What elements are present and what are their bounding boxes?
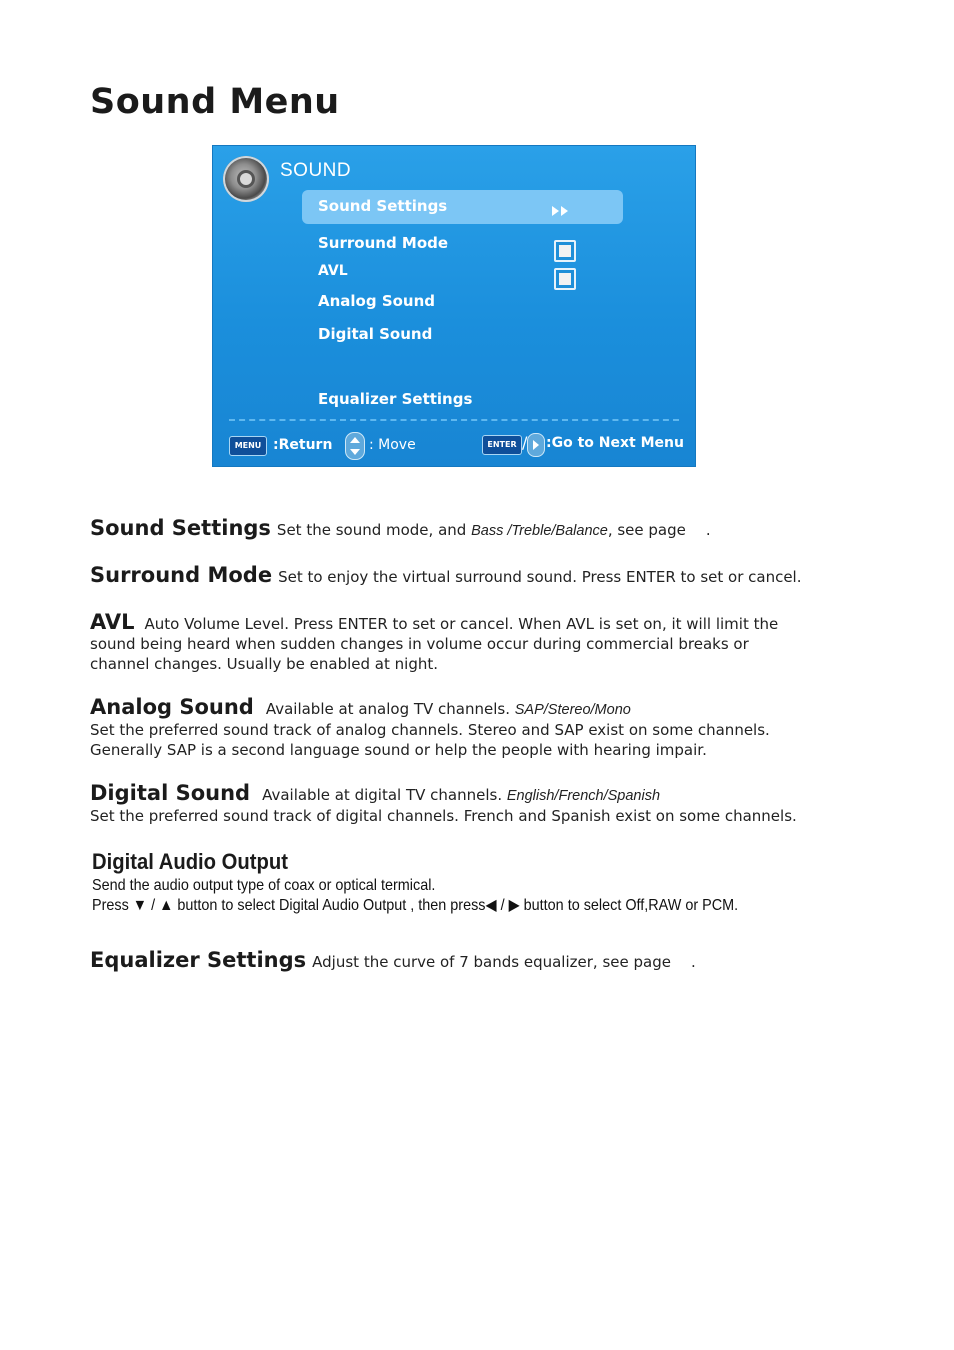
section-analog-sound: [90, 697, 790, 760]
page-title: Sound Menu: [90, 82, 340, 122]
speaker-icon: [223, 156, 269, 202]
section-line1: Send the audio output type of coax or optical termical.: [92, 877, 436, 894]
section-heading: Equalizer Settings: [90, 948, 307, 972]
section-digital-audio-output: [92, 849, 852, 916]
section-equalizer-settings: [90, 950, 850, 972]
section-avl: [90, 612, 790, 674]
section-text: Available at digital TV channels.: [262, 786, 507, 804]
menu-item-avl[interactable]: AVL: [318, 263, 348, 279]
section-end: .: [690, 953, 696, 971]
section-line2: Press ▼ / ▲ button to select Digital Audio Output , then press◀ / ▶ button to select Off,RAW or PCM.: [92, 897, 739, 914]
up-down-icon: [345, 432, 365, 460]
section-italic: English/French/Spanish: [506, 788, 661, 804]
menu-item-sound-settings[interactable]: [302, 190, 623, 224]
section-heading: AVL: [90, 610, 135, 634]
section-sound-settings: [90, 518, 850, 541]
menu-item-equalizer-settings[interactable]: Equalizer Settings: [318, 390, 473, 408]
return-label: :Return: [273, 437, 333, 453]
next-menu-label: :Go to Next Menu: [546, 435, 684, 451]
section-end: .: [705, 521, 711, 539]
section-text: Set to enjoy the virtual surround sound. Press ENTER to set or cancel.: [278, 568, 802, 586]
section-italic: Bass /Treble/Balance: [471, 523, 608, 539]
menu-item-label: Sound Settings: [318, 197, 448, 215]
tv-sound-menu: [212, 145, 696, 467]
section-text: Available at analog TV channels.: [265, 700, 515, 718]
section-text: Set the sound mode, and: [276, 521, 472, 539]
menu-button[interactable]: MENU: [229, 436, 267, 456]
section-text2: Set the preferred sound track of digital channels. French and Spanish exist on some channels.: [90, 807, 797, 825]
section-text: Auto Volume Level. Press ENTER to set or cancel. When AVL is set on, it will limit the sound being heard when sudden changes in volume occur during commercial breaks or channel changes. Usually be enabled at night.: [90, 615, 779, 673]
divider: [229, 419, 679, 421]
move-label: : Move: [369, 437, 416, 453]
section-heading: Analog Sound: [90, 695, 254, 719]
right-arrow-icon: [527, 433, 545, 457]
section-heading: Digital Audio Output: [92, 849, 288, 874]
section-surround-mode: [90, 565, 850, 587]
section-digital-sound: [90, 783, 830, 826]
double-arrow-right-icon: [552, 201, 570, 220]
section-heading: Digital Sound: [90, 781, 251, 805]
menu-item-surround-mode[interactable]: Surround Mode: [318, 234, 449, 252]
section-text: Adjust the curve of 7 bands equalizer, see page: [312, 953, 671, 971]
tv-menu-title: SOUND: [280, 160, 352, 181]
section-text-after: , see page: [607, 521, 686, 539]
section-heading: Sound Settings: [90, 516, 271, 540]
surround-mode-checkbox[interactable]: [554, 240, 576, 262]
enter-button[interactable]: ENTER: [482, 435, 522, 455]
section-heading: Surround Mode: [90, 563, 273, 587]
avl-checkbox[interactable]: [554, 268, 576, 290]
section-text2: Set the preferred sound track of analog channels. Stereo and SAP exist on some channels. Generally SAP is a second language sound or help the people with hearing impair.: [90, 721, 770, 759]
menu-item-digital-sound[interactable]: Digital Sound: [318, 325, 433, 343]
menu-item-analog-sound[interactable]: Analog Sound: [318, 292, 436, 310]
slash-separator: /: [522, 433, 528, 452]
section-italic: SAP/Stereo/Mono: [514, 702, 631, 718]
